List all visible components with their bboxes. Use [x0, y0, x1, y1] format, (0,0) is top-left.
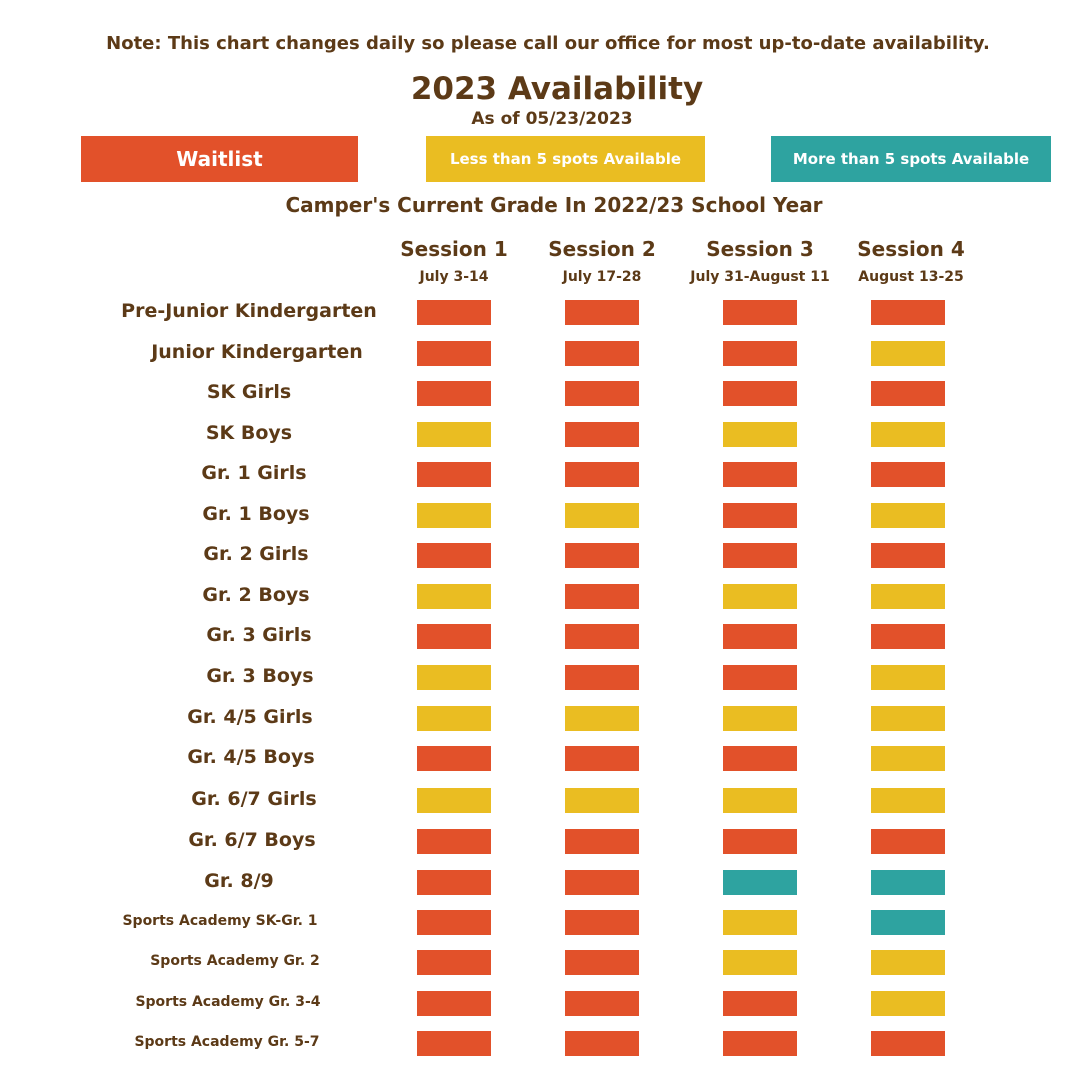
availability-cell — [417, 341, 491, 366]
availability-cell — [417, 910, 491, 935]
availability-cell — [871, 788, 945, 813]
availability-cell — [871, 746, 945, 771]
row-label: SK Girls — [206, 381, 292, 403]
availability-cell — [723, 991, 797, 1016]
availability-cell — [565, 950, 639, 975]
availability-cell — [871, 503, 945, 528]
availability-cell — [417, 624, 491, 649]
availability-cell — [417, 462, 491, 487]
availability-cell — [871, 991, 945, 1016]
legend-waitlist: Waitlist — [81, 136, 358, 182]
session-3-dates: July 31-August 11 — [690, 269, 830, 285]
availability-cell — [417, 584, 491, 609]
row-label: Sports Academy Gr. 2 — [150, 953, 320, 969]
availability-cell — [723, 503, 797, 528]
availability-cell — [417, 706, 491, 731]
availability-cell — [565, 503, 639, 528]
availability-cell — [871, 341, 945, 366]
availability-cell — [871, 300, 945, 325]
availability-cell — [565, 991, 639, 1016]
availability-cell — [417, 991, 491, 1016]
availability-cell — [417, 422, 491, 447]
availability-cell — [565, 624, 639, 649]
availability-cell — [417, 950, 491, 975]
availability-cell — [565, 543, 639, 568]
page-title: 2023 Availability — [410, 71, 704, 107]
session-1-dates: July 3-14 — [419, 269, 489, 285]
availability-cell — [417, 381, 491, 406]
row-label: Gr. 8/9 — [204, 870, 274, 892]
availability-cell — [871, 584, 945, 609]
availability-cell — [723, 381, 797, 406]
as-of-date: As of 05/23/2023 — [471, 109, 633, 129]
availability-cell — [565, 829, 639, 854]
availability-cell — [723, 300, 797, 325]
availability-cell — [417, 300, 491, 325]
availability-cell — [723, 665, 797, 690]
availability-cell — [417, 1031, 491, 1056]
availability-cell — [565, 422, 639, 447]
legend-less-than-5: Less than 5 spots Available — [426, 136, 705, 182]
grade-subtitle: Camper's Current Grade In 2022/23 School Year — [285, 193, 823, 217]
availability-cell — [871, 422, 945, 447]
row-label: SK Boys — [205, 422, 293, 444]
availability-cell — [723, 341, 797, 366]
availability-cell — [565, 910, 639, 935]
availability-cell — [417, 870, 491, 895]
legend-more-than-5: More than 5 spots Available — [771, 136, 1051, 182]
row-label: Gr. 4/5 Girls — [187, 706, 313, 728]
availability-cell — [871, 624, 945, 649]
availability-cell — [723, 910, 797, 935]
row-label: Gr. 6/7 Girls — [191, 788, 317, 810]
availability-note: Note: This chart changes daily so please call our office for most up-to-date availability. — [106, 33, 990, 54]
availability-cell — [723, 950, 797, 975]
availability-cell — [565, 584, 639, 609]
availability-cell — [565, 341, 639, 366]
session-2-dates: July 17-28 — [562, 269, 642, 285]
row-label: Gr. 6/7 Boys — [188, 829, 316, 851]
row-label: Gr. 3 Girls — [206, 624, 312, 646]
availability-cell — [723, 462, 797, 487]
row-label: Gr. 3 Boys — [206, 665, 314, 687]
availability-cell — [417, 503, 491, 528]
availability-cell — [723, 788, 797, 813]
row-label: Gr. 2 Boys — [202, 584, 310, 606]
availability-cell — [565, 788, 639, 813]
availability-cell — [871, 543, 945, 568]
availability-cell — [565, 870, 639, 895]
availability-cell — [565, 665, 639, 690]
availability-cell — [565, 381, 639, 406]
availability-cell — [565, 1031, 639, 1056]
row-label: Gr. 2 Girls — [203, 543, 309, 565]
availability-cell — [871, 870, 945, 895]
row-label: Junior Kindergarten — [151, 341, 363, 363]
availability-cell — [723, 829, 797, 854]
availability-cell — [417, 543, 491, 568]
availability-cell — [871, 829, 945, 854]
availability-cell — [417, 829, 491, 854]
availability-cell — [565, 706, 639, 731]
row-label: Pre-Junior Kindergarten — [121, 300, 377, 322]
availability-cell — [871, 1031, 945, 1056]
availability-cell — [871, 950, 945, 975]
availability-cell — [723, 584, 797, 609]
row-label: Gr. 1 Girls — [201, 462, 307, 484]
row-label: Gr. 1 Boys — [202, 503, 310, 525]
availability-cell — [417, 788, 491, 813]
availability-cell — [723, 624, 797, 649]
session-4-dates: August 13-25 — [858, 269, 964, 285]
row-label: Gr. 4/5 Boys — [187, 746, 315, 768]
availability-cell — [565, 462, 639, 487]
session-2-header: Session 2 — [548, 237, 656, 261]
availability-cell — [417, 665, 491, 690]
session-1-header: Session 1 — [400, 237, 508, 261]
availability-cell — [417, 746, 491, 771]
availability-cell — [723, 422, 797, 447]
availability-cell — [871, 665, 945, 690]
row-label: Sports Academy Gr. 5-7 — [134, 1034, 320, 1050]
availability-cell — [565, 300, 639, 325]
availability-cell — [871, 706, 945, 731]
session-4-header: Session 4 — [857, 237, 965, 261]
availability-cell — [871, 381, 945, 406]
availability-cell — [723, 1031, 797, 1056]
availability-cell — [565, 746, 639, 771]
row-label: Sports Academy SK-Gr. 1 — [122, 913, 318, 929]
availability-cell — [723, 870, 797, 895]
availability-cell — [723, 706, 797, 731]
availability-cell — [871, 910, 945, 935]
availability-cell — [723, 543, 797, 568]
session-3-header: Session 3 — [706, 237, 814, 261]
row-label: Sports Academy Gr. 3-4 — [135, 994, 321, 1010]
availability-cell — [871, 462, 945, 487]
availability-cell — [723, 746, 797, 771]
